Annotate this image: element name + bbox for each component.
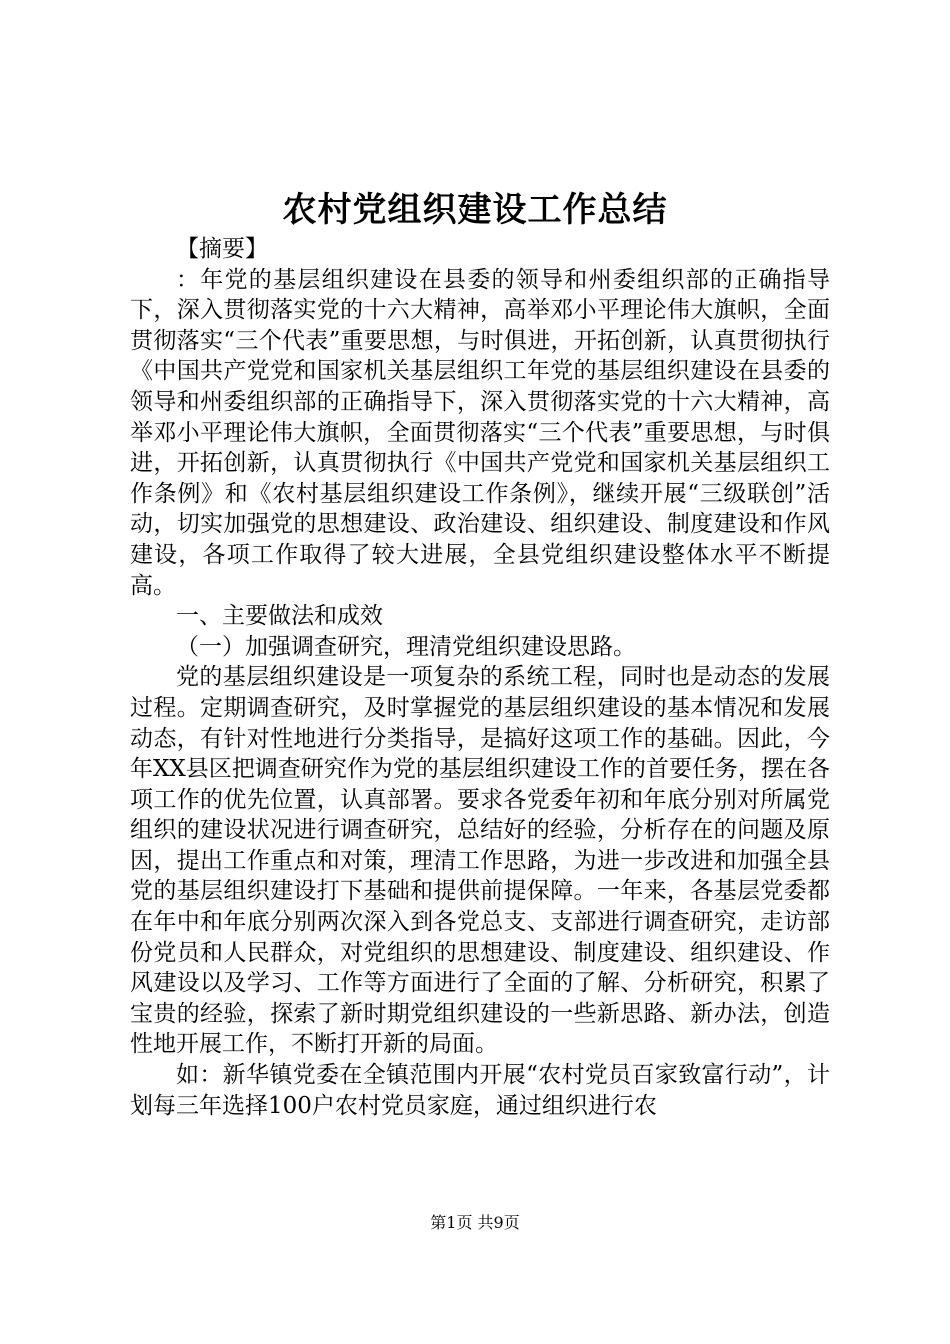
abstract-paragraph: ：年党的基层组织建设在县委的领导和州委组织部的正确指导下，深入贯彻落实党的十六大精神，高举邓小平理论伟大旗帜，全面贯彻落实“三个代表”重要思想，与时俱进，开拓创新，认真贯彻执行《中国共产党党和国家机关基层组织工年党的基层组织建设在县委的领导和州委组织部的正确指导下，深入贯彻落实党的十六大精神，高举邓小平理论伟大旗帜，全面贯彻落实“三个代表”重要思想，与时俱进，开拓创新，认真贯彻执行《中国共产党党和国家机关基层组织工作条例》和《农村基层组织建设工作条例》，继续开展“三级联创”活动，切实加强党的思想建设、政治建设、组织建设、制度建设和作风建设，各项工作取得了较大进展，全县党组织建设整体水平不断提高。: [130, 266, 830, 599]
section-heading: 一、主要做法和成效: [176, 603, 383, 630]
body-paragraph: 党的基层组织建设是一项复杂的系统工程，同时也是动态的发展过程。定期调查研究，及时掌握党的基层组织建设的基本情况和发展动态，有针对性地进行分类指导，是搞好这项工作的基础。因此，今年XX县区把调查研究作为党的基层组织建设工作的首要任务，摆在各项工作的优先位置，认真部署。要求各党委年初和年底分别对所属党组织的建设状况进行调查研究，总结好的经验，分析存在的问题及原因，提出工作重点和对策，理清工作思路，为进一步改进和加强全县党的基层组织建设打下基础和提供前提保障。一年来，各基层党委都在年中和年底分别两次深入到各党总支、支部进行调查研究，走访部份党员和人民群众，对党组织的思想建设、制度建设、组织建设、作风建设以及学习、工作等方面进行了全面的了解、分析研究，积累了宝贵的经验，探索了新时期党组织建设的一些新思路、新办法，创造性地开展工作，不断打开新的局面。: [130, 664, 830, 1058]
document-body: [130, 234, 830, 1121]
body-paragraph: 如：新华镇党委在全镇范围内开展“农村党员百家致富行动”，计划每三年选择100户农村党员家庭，通过组织进行农: [130, 1062, 830, 1119]
document-title: 农村党组织建设工作总结: [282, 190, 668, 230]
page-number-footer: 第1页 共9页: [430, 1213, 520, 1232]
subsection-heading: （一）加强调查研究，理清党组织建设思路。: [176, 633, 636, 660]
abstract-label: 【摘要】: [176, 236, 268, 262]
